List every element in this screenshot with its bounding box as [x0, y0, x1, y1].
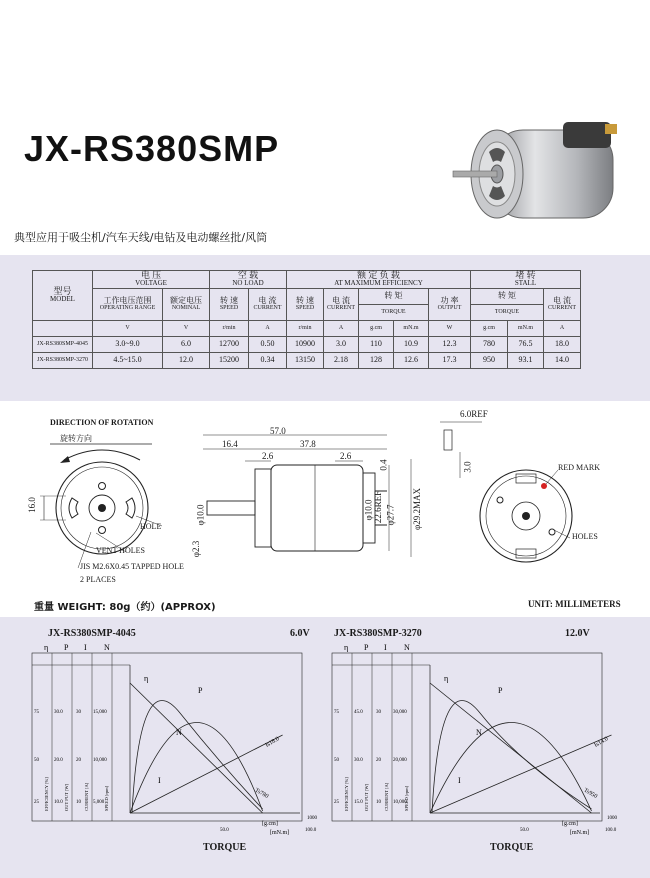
- tick-i: 10: [76, 800, 81, 805]
- tick-p: 20.0: [54, 758, 63, 763]
- tick-i: 10: [376, 800, 381, 805]
- tick-eta: 25: [34, 800, 39, 805]
- col-me-current: 电 流 CURRENT: [324, 288, 359, 320]
- tick-p: 30.0: [354, 758, 363, 763]
- speed-curve: [130, 683, 263, 813]
- dim-0-4: 0.4: [378, 459, 389, 471]
- x-max-mnm: 100.0: [305, 828, 317, 833]
- dim-16-4: 16.4: [222, 439, 238, 449]
- axis-head: P: [364, 643, 369, 652]
- tick-i: 20: [76, 758, 81, 763]
- dim-6ref: 6.0REF: [460, 409, 488, 419]
- tick-eta: 50: [34, 758, 39, 763]
- max-efficiency-group-header: 额 定 负 载 AT MAXIMUM EFFICIENCY: [287, 271, 471, 289]
- tick-eta: 75: [34, 710, 39, 715]
- tick-p: 10.0: [54, 800, 63, 805]
- side-label: OUT PUT [W]: [64, 783, 69, 811]
- table-row: JX-RS380SMP-4045 3.0~9.0 6.0 12700 0.50 10900 3.0 110 10.9 12.3 780 76.5 18.0: [33, 336, 581, 352]
- tick-eta: 75: [334, 710, 339, 715]
- col-operating-range: 工作电压范围 OPERATING RANGE: [93, 288, 163, 320]
- axis-head: P: [64, 643, 69, 652]
- tick-n: 30,000: [393, 710, 407, 715]
- axis-head: η: [344, 643, 349, 652]
- speed-curve: [430, 683, 592, 813]
- dim-phi29-2: φ29.2MAX: [411, 488, 422, 530]
- graph-1-title: JX-RS380SMP-4045: [48, 628, 136, 639]
- unit-cell: g.cm: [359, 320, 394, 336]
- unit-cell: [33, 320, 93, 336]
- tick-i: 30: [76, 710, 81, 715]
- output-curve: [130, 722, 263, 813]
- col-st-current: 电 流 CURRENT: [544, 288, 581, 320]
- graph-1-torque-label: TORQUE: [203, 842, 247, 853]
- axis-head: η: [44, 643, 49, 652]
- stall-group-header: 堵 转 STALL: [471, 271, 581, 289]
- holes-label: HOLES: [572, 532, 598, 541]
- eta-curve-label: η: [444, 674, 449, 683]
- tick-p: 30.0: [54, 710, 63, 715]
- dim-22-6ref: 22.6REF: [373, 490, 384, 524]
- x-max-gcm: 1000: [607, 816, 617, 821]
- i-curve-label: I: [158, 776, 161, 785]
- table-row: JX-RS380SMP-3270 4.5~15.0 12.0 15200 0.34 13150 2.18 128 12.6 17.3 950 93.1 14.0: [33, 352, 581, 368]
- direction-label: DIRECTION OF ROTATION: [50, 418, 154, 427]
- side-label: EFFICIENCY [%]: [344, 777, 349, 811]
- vent-holes-label: VENT HOLES: [96, 546, 145, 555]
- axis-head: I: [384, 643, 387, 652]
- p-curve-label: P: [198, 686, 203, 695]
- side-label: CURRENT [A]: [84, 782, 89, 811]
- spec-table: [32, 270, 581, 369]
- tick-i: 30: [376, 710, 381, 715]
- stall-current-label: Is14.0: [593, 736, 610, 749]
- graph-2-torque-label: TORQUE: [490, 842, 534, 853]
- tick-n: 5,000: [93, 800, 105, 805]
- output-curve: [430, 722, 592, 813]
- motor-photo: [445, 108, 635, 233]
- col-nl-current: 电 流 CURRENT: [249, 288, 287, 320]
- red-mark-label: RED MARK: [558, 463, 601, 472]
- graph-frame: [332, 653, 602, 821]
- side-label: SPEED [rpm]: [404, 785, 409, 811]
- x-max-gcm: 1000: [307, 816, 317, 821]
- stall-current-label: Is18.0: [264, 736, 281, 749]
- tick-n: 10,000: [93, 758, 107, 763]
- unit-cell: r/min: [287, 320, 324, 336]
- col-nominal: 额定电压 NOMINAL: [163, 288, 210, 320]
- hole-label: HOLE: [140, 522, 162, 531]
- dim-phi2-3: φ2.3: [191, 540, 202, 558]
- unit-cell: V: [93, 320, 163, 336]
- x-unit-mnm: [mN.m]: [270, 830, 290, 835]
- rear-view-drawing: [430, 408, 620, 578]
- graph-1: [30, 643, 322, 835]
- col-me-speed: 转 速 SPEED: [287, 288, 324, 320]
- application-note: 典型应用于吸尘机/汽车天线/电钻及电动螺丝批/风筒: [14, 231, 268, 244]
- stall-torque-label: Ts950: [582, 787, 599, 801]
- weight-note: 重量 WEIGHT: 80g（约）(APPROX): [34, 602, 216, 613]
- tapped-hole-label: JIS M2.6X0.45 TAPPED HOLE: [80, 562, 184, 571]
- dim-16: 16.0: [26, 497, 37, 513]
- side-label: CURRENT [A]: [384, 782, 389, 811]
- graph-2: [330, 643, 622, 835]
- col-me-torque: 转 矩: [359, 288, 429, 304]
- tick-n: 10,000: [393, 800, 407, 805]
- x-unit-gcm: [g.cm]: [562, 821, 578, 827]
- axis-head: I: [84, 643, 87, 652]
- x-mid-mnm: 50.0: [520, 828, 529, 833]
- unit-cell: W: [429, 320, 471, 336]
- direction-label-cn: 旋转方向: [60, 434, 92, 443]
- p-curve-label: P: [498, 686, 503, 695]
- unit-cell: g.cm: [471, 320, 508, 336]
- dim-2-6-right: 2.6: [340, 451, 352, 461]
- voltage-group-header: 电 压 VOLTAGE: [93, 271, 210, 289]
- side-label: OUT PUT [W]: [364, 783, 369, 811]
- unit-cell: A: [544, 320, 581, 336]
- n-curve-label: N: [176, 728, 182, 737]
- dim-3: 3.0: [462, 461, 473, 473]
- x-unit-gcm: [g.cm]: [262, 821, 278, 827]
- col-st-torque-en: TORQUE: [471, 304, 544, 320]
- tick-n: 20,000: [393, 758, 407, 763]
- no-load-group-header: 空 载 NO LOAD: [210, 271, 287, 289]
- tick-n: 15,000: [93, 710, 107, 715]
- current-curve: [130, 735, 283, 813]
- tick-eta: 25: [334, 800, 339, 805]
- graph-2-title: JX-RS380SMP-3270: [334, 628, 422, 639]
- tick-i: 20: [376, 758, 381, 763]
- col-st-torque: 转 矩: [471, 288, 544, 304]
- side-label: SPEED [rpm]: [104, 785, 109, 811]
- tick-eta: 50: [334, 758, 339, 763]
- unit-cell: V: [163, 320, 210, 336]
- dim-phi27-7: φ27.7: [385, 504, 396, 526]
- unit-cell: mN.m: [508, 320, 544, 336]
- x-mid-mnm: 50.0: [220, 828, 229, 833]
- x-max-mnm: 100.0: [605, 828, 617, 833]
- axis-head: N: [404, 643, 410, 652]
- i-curve-label: I: [458, 776, 461, 785]
- dim-57: 57.0: [270, 426, 286, 436]
- model-title: JX-RS380SMP: [24, 128, 280, 169]
- tick-p: 15.0: [354, 800, 363, 805]
- unit-cell: A: [249, 320, 287, 336]
- unit-cell: mN.m: [394, 320, 429, 336]
- stall-torque-label: Ts780: [253, 787, 270, 801]
- graph-1-voltage: 6.0V: [290, 628, 310, 639]
- graph-2-voltage: 12.0V: [565, 628, 590, 639]
- col-nl-speed: 转 速 SPEED: [210, 288, 249, 320]
- side-label: EFFICIENCY [%]: [44, 777, 49, 811]
- axis-head: N: [104, 643, 110, 652]
- unit-cell: r/min: [210, 320, 249, 336]
- dim-phi10-boss: φ10.0: [363, 499, 374, 521]
- dim-2-6-left: 2.6: [262, 451, 274, 461]
- efficiency-curve: [132, 701, 263, 814]
- dim-phi10-shaft: φ10.0: [195, 504, 206, 526]
- model-header: 型号 MODEL: [33, 271, 93, 321]
- unit-cell: A: [324, 320, 359, 336]
- n-curve-label: N: [476, 728, 482, 737]
- x-unit-mnm: [mN.m]: [570, 830, 590, 835]
- efficiency-curve: [432, 701, 592, 814]
- eta-curve-label: η: [144, 674, 149, 683]
- dim-37-8: 37.8: [300, 439, 316, 449]
- col-me-torque-en: TORQUE: [359, 304, 429, 320]
- tick-p: 45.0: [354, 710, 363, 715]
- two-places-label: 2 PLACES: [80, 575, 116, 584]
- col-me-output: 功 率 OUTPUT: [429, 288, 471, 320]
- current-curve: [430, 735, 612, 813]
- unit-note: UNIT: MILLIMETERS: [528, 599, 621, 609]
